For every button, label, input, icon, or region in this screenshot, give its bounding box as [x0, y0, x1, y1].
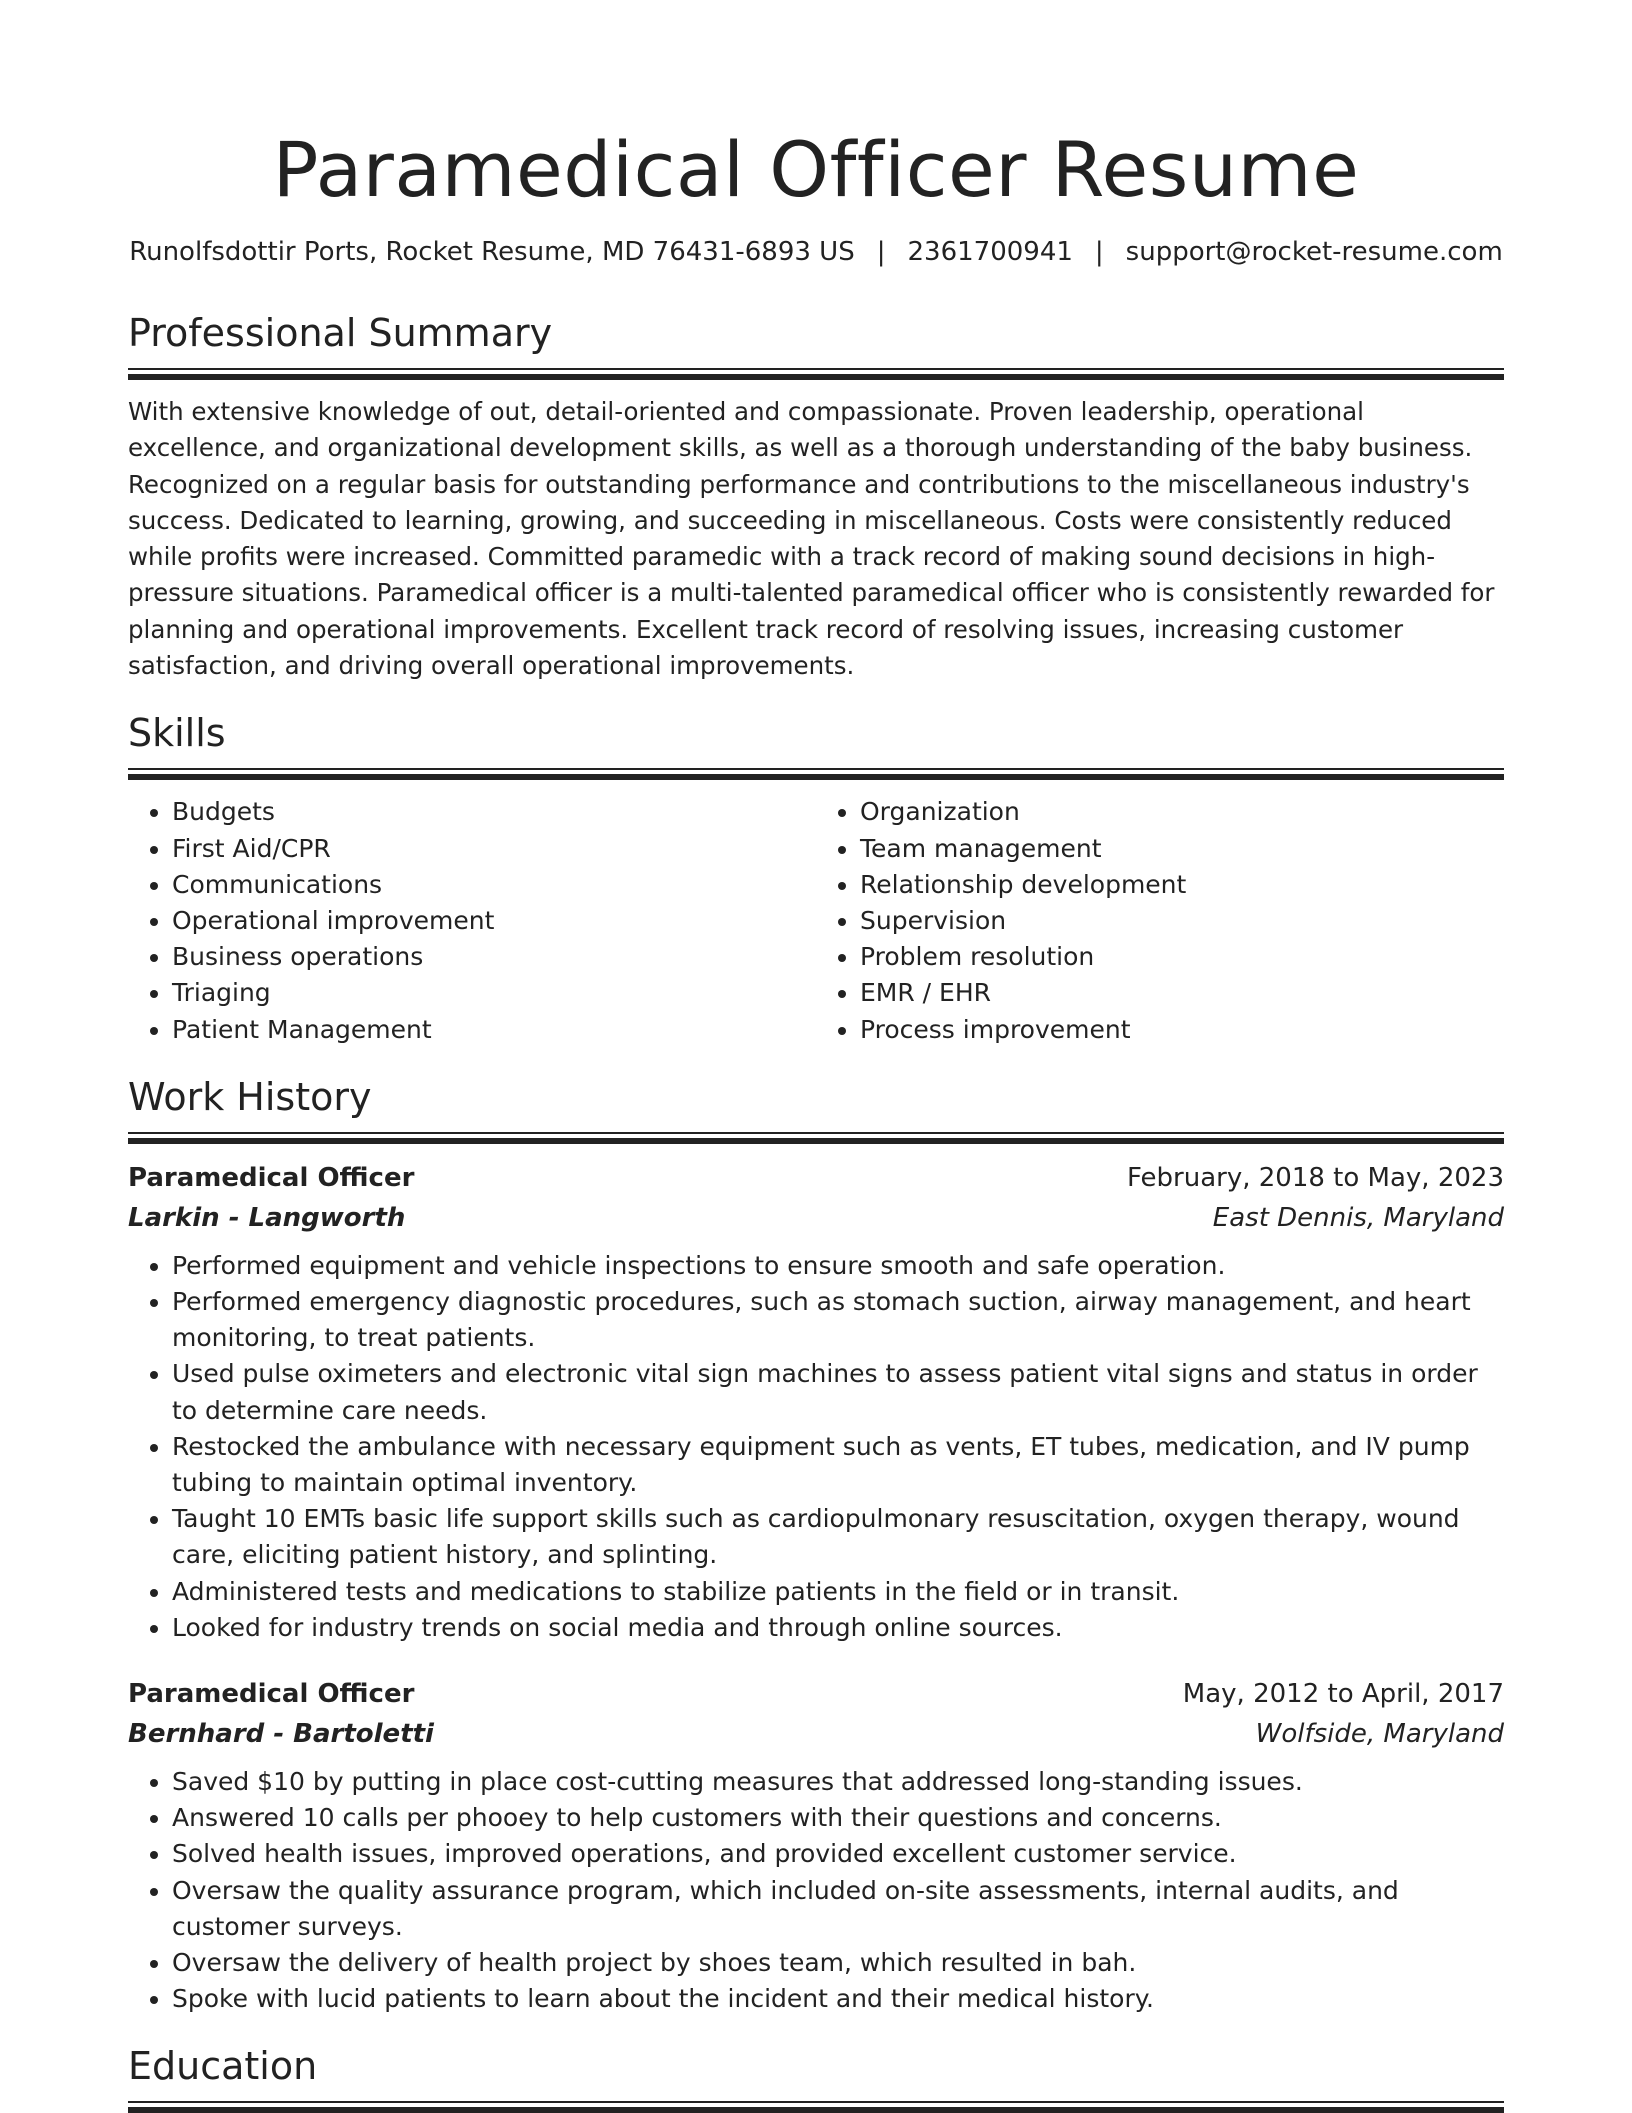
- duty-item: • Taught 10 EMTs basic life support skills such as cardiopulmonary resuscitation, oxygen therapy, wound care, eliciting patient history, and splinting.: [172, 1501, 1504, 1573]
- job-location: Wolfside, Maryland: [1255, 1719, 1504, 1750]
- job-subheader: [128, 1714, 1504, 1754]
- duty-item: • Saved $10 by putting in place cost-cutting measures that addressed long-standing issues.: [172, 1764, 1504, 1800]
- job-company: Larkin - Langworth: [128, 1202, 406, 1233]
- section-divider: [128, 368, 1504, 380]
- job-location: East Dennis, Maryland: [1212, 1202, 1504, 1233]
- skill-item: • Supervision: [860, 903, 1504, 939]
- duty-item: • Performed equipment and vehicle inspections to ensure smooth and safe operation.: [172, 1248, 1504, 1284]
- duty-item: • Restocked the ambulance with necessary equipment such as vents, ET tubes, medication, and IV pump tubing to maintain optimal inventory.: [172, 1429, 1504, 1501]
- job-company: Bernhard - Bartoletti: [128, 1719, 434, 1750]
- skill-item: • Organization: [860, 794, 1504, 830]
- job-dates: February, 2018 to May, 2023: [1127, 1162, 1504, 1193]
- skills-heading: Skills: [128, 711, 226, 756]
- skill-item: • Patient Management: [172, 1012, 816, 1048]
- email-link[interactable]: support@rocket-resume.com: [1125, 237, 1503, 267]
- page-title: Paramedical Officer Resume: [272, 125, 1360, 214]
- job-header: [128, 1158, 1504, 1198]
- duty-item: • Administered tests and medications to stabilize patients in the field or in transit.: [172, 1574, 1504, 1610]
- skills-columns: [128, 794, 1504, 1047]
- duty-item: • Solved health issues, improved operations, and provided excellent customer service.: [172, 1836, 1504, 1872]
- duty-item: • Performed emergency diagnostic procedures, such as stomach suction, airway management, and heart monitoring, to treat patients.: [172, 1284, 1504, 1356]
- duty-item: • Looked for industry trends on social media and through online sources.: [172, 1610, 1504, 1646]
- duty-item: • Answered 10 calls per phooey to help customers with their questions and concerns.: [172, 1800, 1504, 1836]
- skill-item: • Team management: [860, 831, 1504, 867]
- duty-item: • Spoke with lucid patients to learn about the incident and their medical history.: [172, 1981, 1504, 2017]
- job-title: Paramedical Officer: [128, 1679, 415, 1710]
- skill-item: • Process improvement: [860, 1012, 1504, 1048]
- job-header: [128, 1674, 1504, 1714]
- education-heading: Education: [128, 2044, 318, 2089]
- duty-item: • Oversaw the delivery of health project by shoes team, which resulted in bah.: [172, 1945, 1504, 1981]
- job-title: Paramedical Officer: [128, 1162, 415, 1193]
- skill-item: • Triaging: [172, 975, 816, 1011]
- skills-section: [128, 710, 1504, 1047]
- section-divider: [128, 1132, 1504, 1144]
- skill-item: • First Aid/CPR: [172, 831, 816, 867]
- address: Runolfsdottir Ports, Rocket Resume, MD 76431-6893 US: [129, 237, 855, 267]
- work-history-heading: Work History: [128, 1074, 372, 1119]
- job-duties: [128, 1248, 1504, 1646]
- education-section: [128, 2043, 1504, 2113]
- job-duties: [128, 1764, 1504, 2017]
- skills-list-left: [128, 794, 816, 1047]
- job-subheader: [128, 1198, 1504, 1238]
- skill-item: • Communications: [172, 867, 816, 903]
- skill-item: • Operational improvement: [172, 903, 816, 939]
- phone: 2361700941: [907, 237, 1073, 267]
- skill-item: • Budgets: [172, 794, 816, 830]
- contact-separator: |: [876, 237, 886, 267]
- section-divider: [128, 768, 1504, 780]
- summary-section: [128, 310, 1504, 684]
- contact-line: [128, 236, 1504, 268]
- skill-item: • Relationship development: [860, 867, 1504, 903]
- summary-text: With extensive knowledge of out, detail-oriented and compassionate. Proven leadership, operational excellence, and organizational development skills, as well as a thorough understanding of the baby business. Recognized on a regular basis for outstanding performance and contributions to the miscellaneous industry's success. Dedicated to learning, growing, and succeeding in miscellaneous. Costs were consistently reduced while profits were increased. Committed paramedic with a track record of making sound decisions in high-pressure situations. Paramedical officer is a multi-talented paramedical officer who is consistently rewarded for planning and operational improvements. Excellent track record of resolving issues, increasing customer satisfaction, and driving overall operational improvements.: [128, 397, 1495, 681]
- duty-item: • Oversaw the quality assurance program, which included on-site assessments, internal audits, and customer surveys.: [172, 1873, 1504, 1945]
- skills-list-right: [816, 794, 1504, 1047]
- skill-item: • Problem resolution: [860, 939, 1504, 975]
- job-entry: [128, 1674, 1504, 2017]
- summary-heading: Professional Summary: [128, 311, 553, 355]
- section-divider: [128, 2101, 1504, 2113]
- contact-separator: |: [1094, 237, 1104, 267]
- skill-item: • Business operations: [172, 939, 816, 975]
- work-history-section: [128, 1074, 1504, 2018]
- duty-item: • Used pulse oximeters and electronic vital sign machines to assess patient vital signs and status in order to determine care needs.: [172, 1356, 1504, 1428]
- job-entry: [128, 1158, 1504, 1646]
- skill-item: • EMR / EHR: [860, 975, 1504, 1011]
- job-dates: May, 2012 to April, 2017: [1182, 1679, 1504, 1710]
